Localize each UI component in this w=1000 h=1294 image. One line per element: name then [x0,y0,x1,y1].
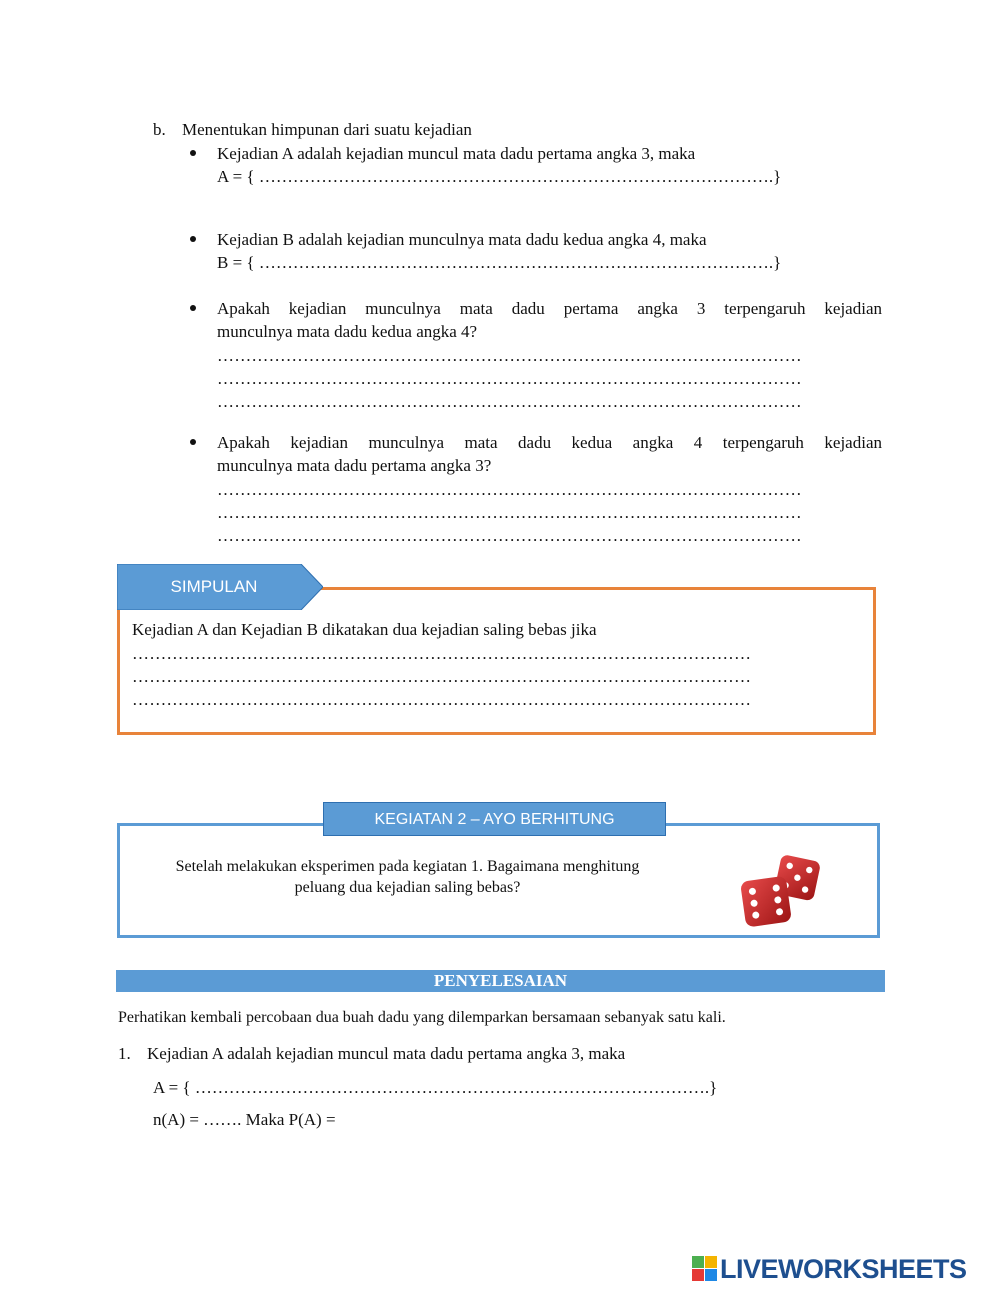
bullet-icon [190,150,196,156]
simpulan-answer-line[interactable]: ……………………………………………………………………………………………… [132,667,752,686]
item-a-set[interactable]: A = { ……………………………………………………………………………….} [217,167,782,186]
simpulan-text: Kejadian A dan Kejadian B dikatakan dua kejadian saling bebas jika [132,620,597,639]
question-1-line1: Apakah kejadian munculnya mata dadu pertama angka 3 terpengaruh kejadian [217,299,882,318]
item-1-number: 1. [118,1044,131,1063]
answer-line[interactable]: ………………………………………………………………………………………… [217,392,802,411]
section-b-title: Menentukan himpunan dari suatu kejadian [182,120,472,139]
answer-line[interactable]: ………………………………………………………………………………………… [217,346,802,365]
penyelesaian-intro: Perhatikan kembali percobaan dua buah dadu yang dilemparkan bersamaan sebanyak satu kali. [118,1009,726,1026]
item-1-set[interactable]: A = { ……………………………………………………………………………….} [153,1078,718,1097]
logo-icon [692,1256,718,1282]
answer-line[interactable]: ………………………………………………………………………………………… [217,369,802,388]
section-b-label: b. [153,120,166,139]
kegiatan-tab: KEGIATAN 2 – AYO BERHITUNG [323,802,666,836]
bullet-icon [190,305,196,311]
item-b-line1: Kejadian B adalah kejadian munculnya mata dadu kedua angka 4, maka [217,230,707,249]
kegiatan-line2: peluang dua kejadian saling bebas? [294,879,521,896]
item-1-text: Kejadian A adalah kejadian muncul mata dadu pertama angka 3, maka [147,1044,626,1063]
item-1-probability: n(A) = ……. Maka P(A) = [153,1110,336,1129]
bullet-icon [190,439,196,445]
logo-text: LIVEWORKSHEETS [720,1253,967,1284]
answer-line[interactable]: ………………………………………………………………………………………… [217,526,802,545]
answer-line[interactable]: ………………………………………………………………………………………… [217,503,802,522]
question-2-line1: Apakah kejadian munculnya mata dadu kedua angka 4 terpengaruh kejadian [217,433,882,452]
item-b-set[interactable]: B = { ……………………………………………………………………………….} [217,253,782,272]
simpulan-tab [117,564,323,610]
item-a-line1: Kejadian A adalah kejadian muncul mata dadu pertama angka 3, maka [217,144,696,163]
liveworksheets-logo [692,1254,967,1284]
simpulan-answer-line[interactable]: ……………………………………………………………………………………………… [132,690,752,709]
kegiatan-line1: Setelah melakukan eksperimen pada kegiatan 1. Bagaimana menghitung [175,858,640,875]
question-1-line2: munculnya mata dadu kedua angka 4? [217,322,478,341]
penyelesaian-header: PENYELESAIAN [116,970,885,992]
simpulan-label: SIMPULAN [170,577,258,596]
dice-icon [734,850,834,936]
simpulan-answer-line[interactable]: ……………………………………………………………………………………………… [132,644,752,663]
question-2-line2: munculnya mata dadu pertama angka 3? [217,456,492,475]
answer-line[interactable]: ………………………………………………………………………………………… [217,480,802,499]
bullet-icon [190,236,196,242]
